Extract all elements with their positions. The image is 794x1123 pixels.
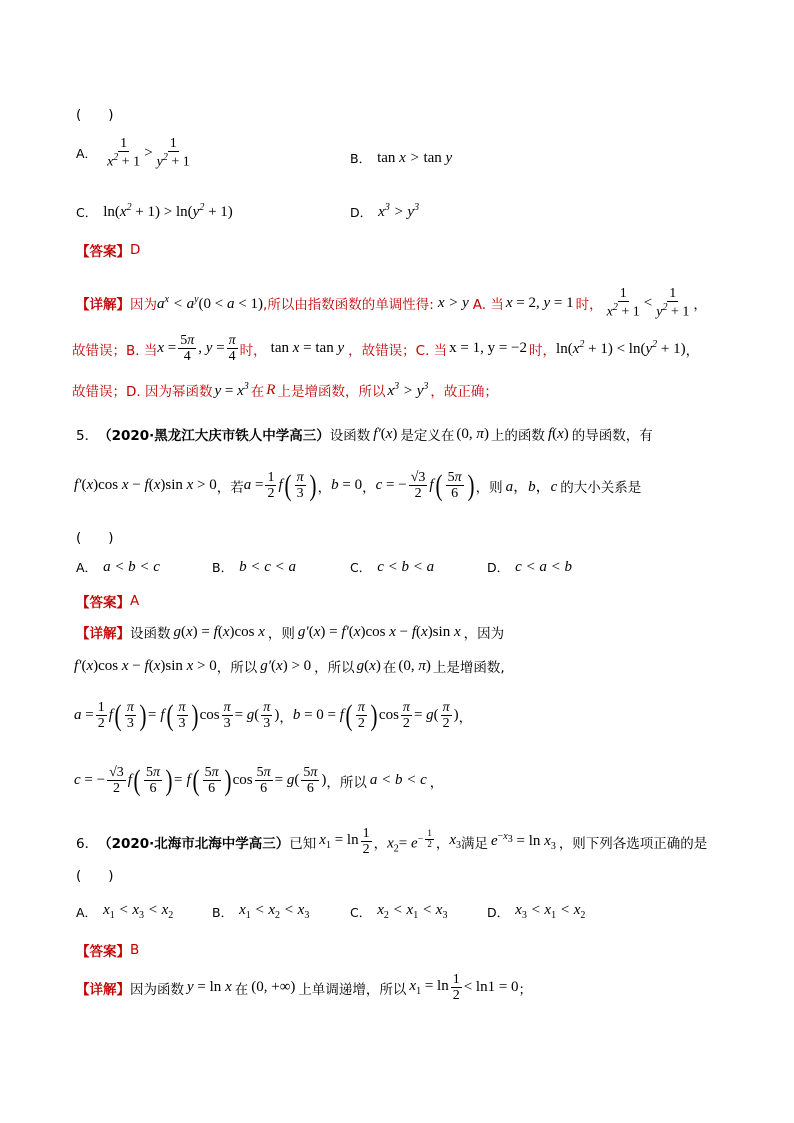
q6-answer: 【答案】 B (76, 942, 140, 960)
q4-option-d: D． $x^3 > y^3$ (350, 202, 420, 220)
q5-option-b: B． b < c < a (212, 558, 296, 575)
q5-detail-line4: c = − $\frac{√3}{2}$ f ( $\frac{5\pi}{6}$ ) = f ( $\frac{5\pi}{6}$ ) cos $\frac{5\pi}{6}$ = g( $\frac{5\pi}{6}$ ) ，所以 a < b < c ， (74, 763, 444, 797)
q4-option-c: C． $\ln(x^2 + 1) > \ln(y^2 + 1)$ (76, 202, 233, 220)
q4-paren: ( ) (76, 107, 114, 123)
q4-answer: 【答案】 D (76, 242, 141, 260)
q4-detail-line3: 故错误；D. 因为幂函数 $y = x^3$ 在 R 上是增函数，所以 $x^3 > y^3$ ，故正确； (72, 380, 498, 400)
q5-detail-line2: f′(x)cos x − f(x)sin x > 0 ，所以 g′(x) > 0 ，所以 g(x) 在 (0, π) 上是增函数, (74, 657, 505, 676)
q5-paren: ( ) (76, 530, 114, 546)
q5-detail-line1: 【详解】 设函数 g(x) = f(x)cos x ，则 g′(x) = f′(x)cos x − f(x)sin x ，因为 (76, 623, 505, 642)
q6-detail: 【详解】 因为函数 y = ln x 在 (0, +∞) 上单调递增，所以 $x_1 = \ln$ $\frac{1}{2}$ < ln1 = 0 ； (76, 972, 533, 1004)
q5-stem-line2: f′(x)cos x − f(x)sin x > 0 ，若 a = $\frac{1}{2}$ f ( $\frac{\pi}{3}$ ) ， b = 0 ， c = − $\frac{√3}{2}$ f ( $\frac{5\pi}{6}$ ) ，则 a，b，c 的大小关系是 (74, 468, 642, 502)
q4-detail-line2: 故错误；B. 当 x = $\frac{5\pi}{4}$ , y = $\frac{\pi}{4}$ 时， tan x = tan y ，故错误；C. 当 x = 1, y = −2 时， $\ln(x^2 + 1) < \ln(y^2 + 1)$ ， (72, 333, 700, 365)
q6-option-d: D． $x_3 < x_1 < x_2$ (487, 902, 586, 921)
q5-detail-line3: a = $\frac{1}{2}$ f ( $\frac{\pi}{3}$ ) = f ( $\frac{\pi}{3}$ ) cos $\frac{\pi}{3}$ = g( $\frac{\pi}{3}$ ) ， b = 0 = f ( $\frac{\pi}{2}$ ) cos $\frac{\pi}{2}$ = g( $\frac{\pi}{2}$ ) ， (74, 698, 473, 732)
q5-option-a: A． a < b < c (76, 558, 160, 575)
q6-option-c: C． $x_2 < x_1 < x_3$ (350, 902, 448, 921)
q6-option-a: A． $x_1 < x_3 < x_2$ (76, 902, 174, 921)
q5-answer: 【答案】 A (76, 593, 140, 611)
q4-option-b: B． tan x > tan y (350, 149, 453, 166)
q5-option-d: D． c < a < b (487, 558, 573, 575)
q4-option-a: A． $\frac{1}{x^2 + 1}$ > $\frac{1}{y^2 + 1}$ (76, 136, 190, 171)
q5-stem-line1: 5． （2020·黑龙江大庆市铁人中学高三） 设函数 f′(x) 是定义在 (0, π) 上的函数 f(x) 的导函数，有 (76, 425, 653, 444)
q6-option-b: B． $x_1 < x_2 < x_3$ (212, 902, 310, 921)
q5-option-c: C． c < b < a (350, 558, 435, 575)
q6-stem: 6． （2020·北海市北海中学高三） 已知 $x_1 = \ln$ $\frac{1}{2}$ ， $x_2= e^{- \frac{1}{2}}$ ， $x_3$ 满足 $e^{-x_3} = \ln x_3$ ，则下列各选项正确的是 (76, 826, 708, 858)
q6-paren: ( ) (76, 868, 114, 884)
q4-detail-line1: 【详解】 因为 $a^x < a^y(0 < a < 1)$ ,所以由指数函数的单调性得: x > y A. 当 x = 2, y = 1 时， $\frac{1}{x^2 + 1}$ < $\frac{1}{y^2 + 1}$ ， (76, 286, 707, 321)
